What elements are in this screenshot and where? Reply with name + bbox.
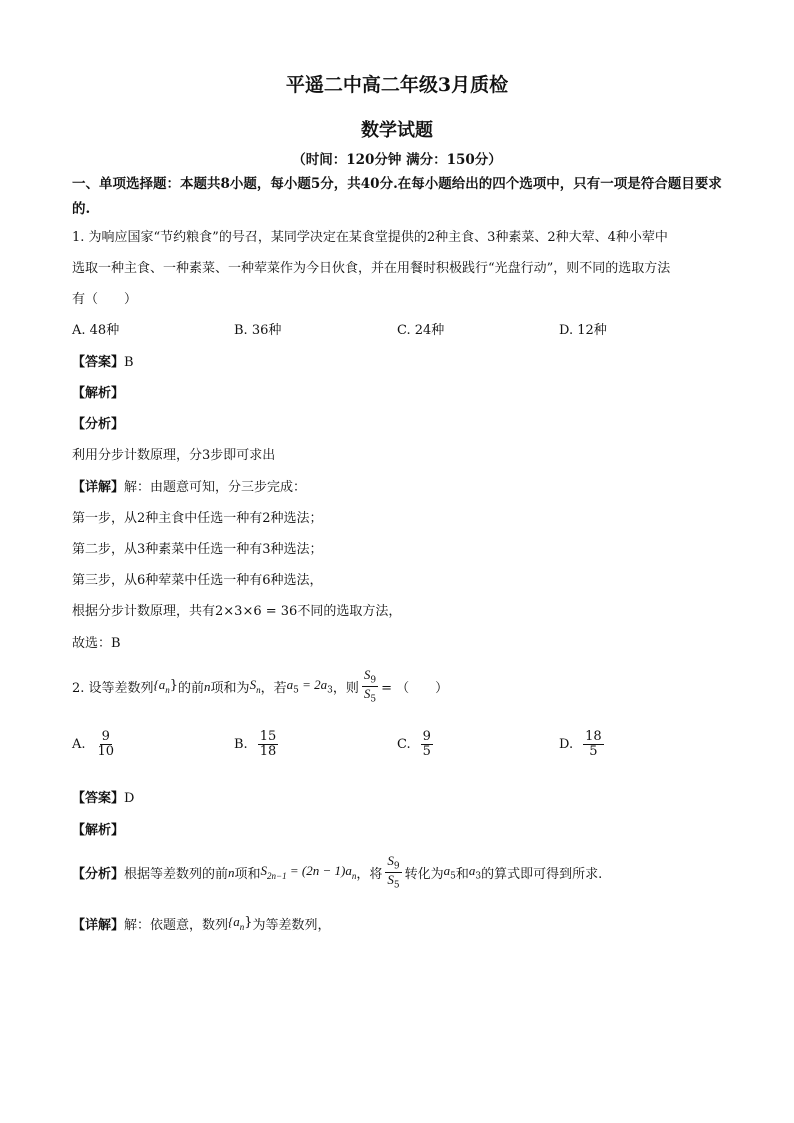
q2-answer (72, 787, 134, 806)
q1-detail (72, 476, 306, 495)
q1-option-b: B. 36种 (234, 323, 282, 338)
option-fraction: $\frac{15}{18}$ (259, 729, 277, 759)
q2-text: ，若 (260, 681, 287, 697)
q1-conclusion (72, 600, 401, 619)
detail-label: 【详解】 (72, 918, 125, 933)
q1-line3: 有（ ） (72, 292, 138, 307)
section-heading: 一、单项选择题：本题共8小题，每小题5分，共40分.在每小题给出的四个选项中，只有一项是符合题目要求的. (72, 176, 722, 217)
q2-detail: 【详解】 解：依题意，数列 $\{a_n\}$ 为等差数列， (72, 914, 331, 933)
q1-step3: 第三步，从6种荤菜中任选一种有6种选法， (72, 573, 323, 588)
condition: $a_5 = 2a_3$ (286, 677, 333, 696)
q1-option-d: D. 12种 (559, 323, 607, 338)
q2-prefix: 2. 设等差数列 (72, 681, 154, 697)
option-fraction: $\frac{9}{5}$ (422, 729, 431, 759)
ratio-fraction: $\frac{S_9}{S_5}$ (387, 853, 400, 891)
conclusion-text: 根据分步计数原理，共有 (72, 604, 216, 619)
q2-text: 的前 (178, 681, 205, 697)
sum-notation: $S_n$ (249, 677, 261, 695)
ratio-fraction: $\frac{S_9}{S_5}$ (363, 667, 377, 705)
q2-option-b: B. $\frac{15}{18}$ (234, 729, 277, 759)
q1-analysis-label: 【解析】 (72, 386, 125, 401)
q1-option-c: C. 24种 (397, 323, 445, 338)
q2-stem (72, 668, 448, 705)
q1-choice: 故选：B (72, 636, 121, 651)
option-fraction: $\frac{9}{10}$ (97, 729, 115, 759)
q1-step2: 第二步，从3种素菜中任选一种有3种选法； (72, 542, 323, 557)
q2-text: 项和为 (210, 681, 250, 697)
detail-text: 解：由题意可知，分三步完成： (124, 480, 307, 495)
answer-value: B (124, 355, 134, 370)
detail-label: 【详解】 (72, 480, 125, 495)
answer-label: 【答案】 (72, 355, 125, 370)
q2-analysis-label: 【解析】 (72, 823, 125, 838)
q1-answer (72, 351, 134, 370)
fenxi-label: 【分析】 (72, 867, 125, 883)
q2-tail: = （ ） (381, 681, 449, 697)
answer-label: 【答案】 (72, 791, 125, 806)
q2-text: ，则 (332, 681, 359, 697)
var-n: n (204, 678, 211, 694)
q2-option-d: D. $\frac{18}{5}$ (559, 729, 602, 759)
answer-value: D (124, 791, 135, 806)
conclusion-formula: 2×3×6 = 36 (215, 604, 298, 619)
option-fraction: $\frac{18}{5}$ (585, 729, 602, 759)
exam-subject: 数学试题 (361, 120, 433, 141)
q2-option-a: A. $\frac{9}{10}$ (72, 729, 115, 759)
q1-option-a: A. 48种 (72, 323, 120, 338)
conclusion-tail: 不同的选取方法， (297, 604, 402, 619)
q1-fenxi-text: 利用分步计数原理，分3步即可求出 (72, 448, 276, 463)
q1-line1: 1. 为响应国家“节约粮食”的号召，某同学决定在某食堂提供的2种主食、3种素菜、2种大荤、4种小荤中 (72, 230, 668, 245)
sum-formula: $S_{2n-1} = (2n - 1)a_n$ (260, 863, 357, 881)
exam-time-info: （时间：120分钟 满分：150分） (292, 152, 502, 168)
q1-line2: 选取一种主食、一种素菜、一种荤菜作为今日伙食，并在用餐时积极践行“光盘行动”，则不同的选取方法 (72, 261, 671, 276)
q1-step1: 第一步，从2种主食中任选一种有2种选法； (72, 511, 323, 526)
q2-fenxi: 【分析】 根据等差数列的前 n 项和 $S_{2n-1} = (2n - 1)a_n$ ，将 $\frac{S_9}{S_5}$ 转化为 $a_5$ 和 $a_3$ 的算式即可得到所求. (72, 853, 603, 891)
seq-notation: $\{a_n\}$ (228, 914, 253, 932)
seq-notation: $\{a_n\}$ (153, 677, 179, 695)
exam-title: 平遥二中高二年级3月质检 (285, 74, 509, 96)
q2-option-c: C. $\frac{9}{5}$ (397, 729, 431, 759)
q1-fenxi-label: 【分析】 (72, 417, 125, 432)
